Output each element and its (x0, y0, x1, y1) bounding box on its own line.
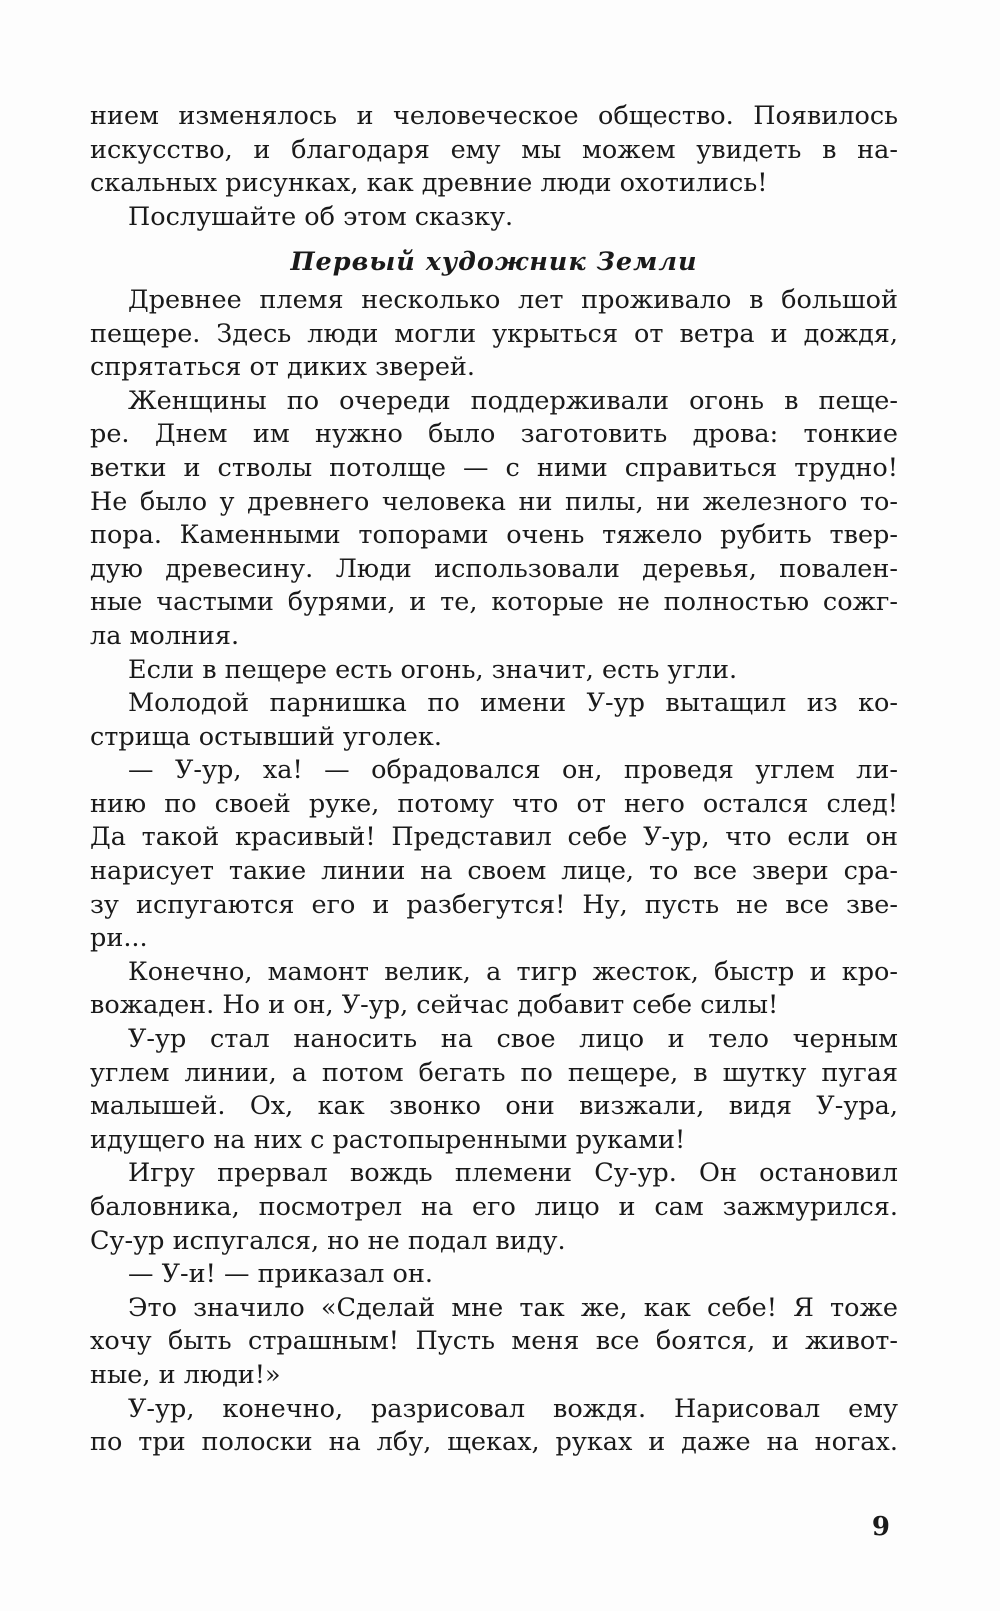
text-line: ри... (90, 923, 148, 954)
text-line: малышей. Ох, как звонко они визжали, видя У-ура, (90, 1091, 898, 1122)
text-line: ные частыми бурями, и те, которые не полностью сожг- (90, 587, 898, 618)
text-line: пора. Каменными топорами очень тяжело рубить твер- (90, 520, 898, 551)
text-line: — У-и! — приказал он. (128, 1259, 433, 1290)
story-title: Первый художник Земли (290, 247, 698, 278)
text-line: нарисует такие линии на своем лице, то все звери сра- (90, 856, 898, 887)
text-line: зу испугаются его и разбегутся! Ну, пусть не все зве- (90, 889, 898, 920)
text-line: — У-ур, ха! — обрадовался он, проведя углем ли- (128, 755, 898, 786)
text-line: стрища остывший уголек. (90, 721, 442, 752)
page-number: 9 (871, 1512, 890, 1542)
page-text (90, 100, 898, 1460)
text-line: пещере. Здесь люди могли укрыться от ветра и дождя, (90, 318, 898, 349)
text-line: Это значило «Сделай мне так же, как себе! Я тоже (128, 1292, 898, 1323)
text-line: Да такой красивый! Представил себе У-ур, что если он (90, 822, 898, 853)
text-line: хочу быть страшным! Пусть меня все боятся, и живот- (90, 1326, 898, 1357)
text-line: Женщины по очереди поддерживали огонь в пеще- (128, 385, 898, 416)
text-line: ре. Днем им нужно было заготовить дрова: тонкие (90, 419, 898, 450)
text-line: Древнее племя несколько лет проживало в большой (128, 284, 898, 315)
text-line: нием изменялось и человеческое общество. Появилось (90, 101, 898, 131)
text-line: Игру прервал вождь племени Су-ур. Он остановил (128, 1158, 898, 1189)
text-line: Конечно, мамонт велик, а тигр жесток, быстр и кро- (128, 956, 898, 987)
text-line: ла молния. (90, 620, 240, 651)
text-line: Если в пещере есть огонь, значит, есть угли. (128, 654, 738, 685)
text-line: спрятаться от диких зверей. (90, 352, 476, 383)
text-line: баловника, посмотрел на его лицо и сам зажмурился. (90, 1192, 898, 1222)
text-line: вожаден. Но и он, У-ур, сейчас добавит себе силы! (90, 990, 779, 1021)
text-line: У-ур стал наносить на свое лицо и тело черным (128, 1024, 898, 1055)
text-line: нию по своей руке, потому что от него остался след! (90, 788, 898, 819)
text-line: скальных рисунках, как древние люди охотились! (90, 168, 768, 199)
text-line: идущего на них с растопыренными руками! (90, 1124, 686, 1155)
text-line: Молодой парнишка по имени У-ур вытащил из ко- (128, 688, 898, 719)
text-line: ные, и люди!» (90, 1359, 281, 1390)
text-line: Не было у древнего человека ни пилы, ни железного то- (90, 486, 898, 517)
text-line: У-ур, конечно, разрисовал вождя. Нарисовал ему (128, 1393, 898, 1424)
text-line: дую древесину. Люди использовали деревья, повален- (90, 553, 898, 584)
text-line: Су-ур испугался, но не подал виду. (90, 1225, 566, 1256)
text-line: ветки и стволы потолще — с ними справиться трудно! (90, 452, 898, 483)
text-line: углем линии, а потом бегать по пещере, в шутку пугая (90, 1057, 898, 1088)
text-line: Послушайте об этом сказку. (128, 201, 514, 232)
text-line: по три полоски на лбу, щеках, руках и даже на ногах. (90, 1427, 898, 1458)
text-line: искусство, и благодаря ему мы можем увидеть в на- (90, 134, 898, 165)
